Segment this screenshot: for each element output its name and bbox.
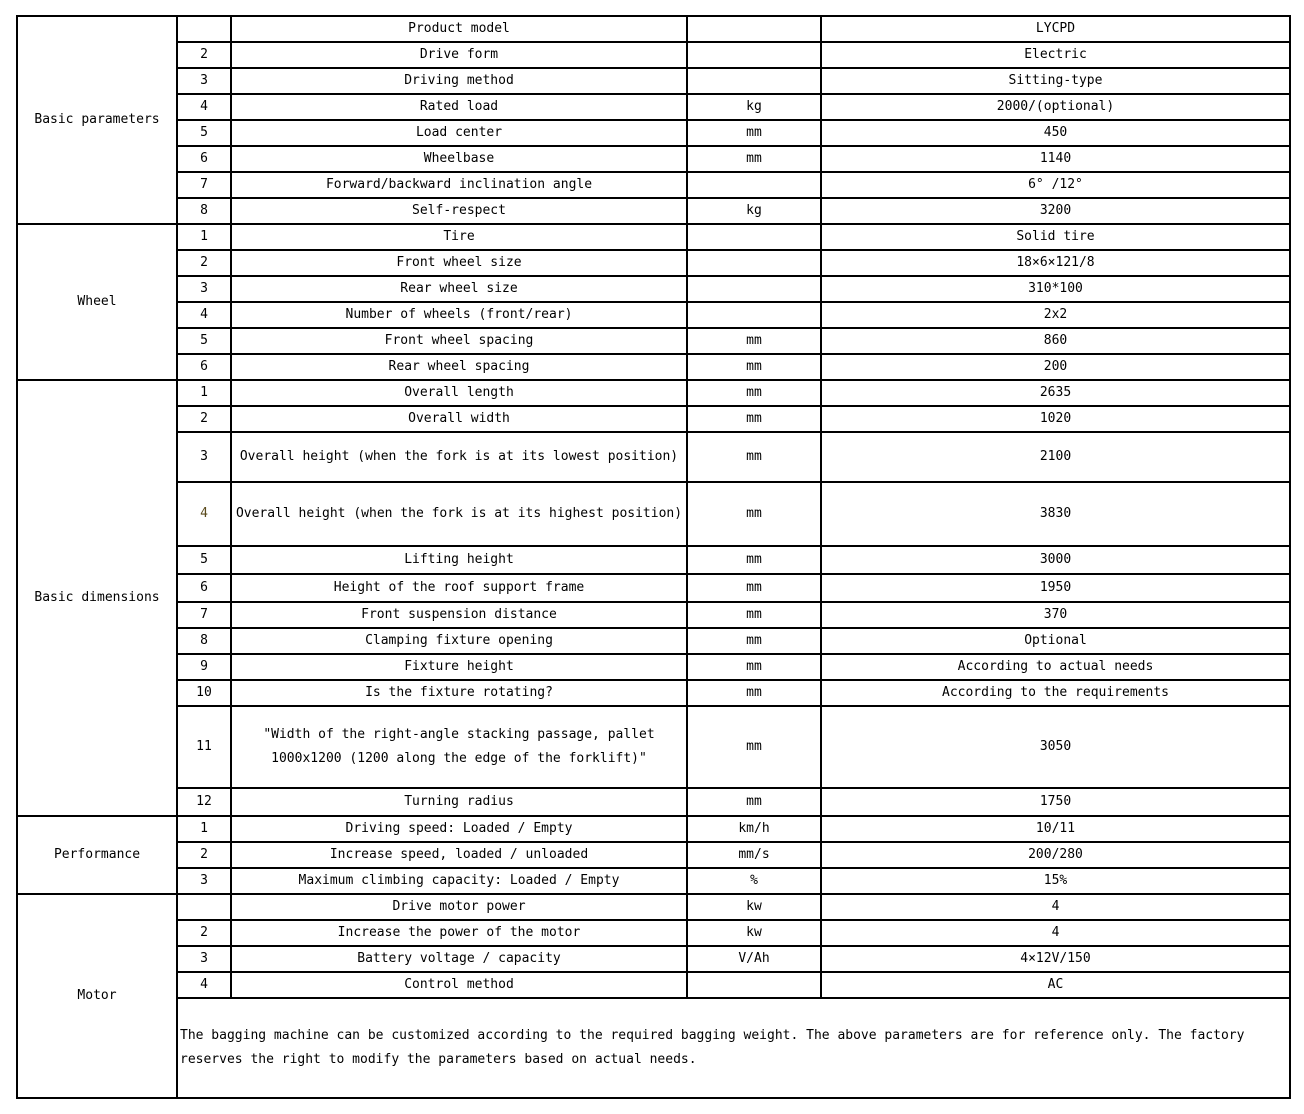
table-row xyxy=(17,868,1290,894)
param-unit xyxy=(687,276,821,302)
param-name: Overall height (when the fork is at its highest position) xyxy=(231,482,687,546)
row-number: 1 xyxy=(177,380,231,406)
param-value: Optional xyxy=(821,628,1290,654)
row-number: 1 xyxy=(177,816,231,842)
param-value: 6° /12° xyxy=(821,172,1290,198)
table-row xyxy=(17,788,1290,816)
param-name: Overall width xyxy=(231,406,687,432)
param-unit: kw xyxy=(687,894,821,920)
row-number: 7 xyxy=(177,172,231,198)
param-value: 310*100 xyxy=(821,276,1290,302)
param-name: Overall height (when the fork is at its lowest position) xyxy=(231,432,687,482)
row-number: 8 xyxy=(177,628,231,654)
table-row xyxy=(17,172,1290,198)
param-value: 3000 xyxy=(821,546,1290,574)
param-unit: mm xyxy=(687,602,821,628)
row-number: 2 xyxy=(177,842,231,868)
table-row xyxy=(17,16,1290,42)
param-value: 370 xyxy=(821,602,1290,628)
param-value: AC xyxy=(821,972,1290,998)
group-label: Motor xyxy=(17,894,177,1098)
row-number: 6 xyxy=(177,354,231,380)
row-number: 8 xyxy=(177,198,231,224)
param-unit xyxy=(687,172,821,198)
param-value: 4 xyxy=(821,894,1290,920)
param-unit: mm xyxy=(687,380,821,406)
param-name: Front wheel spacing xyxy=(231,328,687,354)
group-label: Wheel xyxy=(17,224,177,380)
row-number: 5 xyxy=(177,120,231,146)
param-name: Drive motor power xyxy=(231,894,687,920)
param-unit: kw xyxy=(687,920,821,946)
table-row xyxy=(17,706,1290,788)
table-row xyxy=(17,432,1290,482)
param-name: Increase speed, loaded / unloaded xyxy=(231,842,687,868)
table-row xyxy=(17,276,1290,302)
table-row xyxy=(17,302,1290,328)
param-value: 10/11 xyxy=(821,816,1290,842)
param-unit: mm xyxy=(687,146,821,172)
param-value: 3830 xyxy=(821,482,1290,546)
row-number xyxy=(177,16,231,42)
param-value: 2000/(optional) xyxy=(821,94,1290,120)
param-name: Turning radius xyxy=(231,788,687,816)
param-unit: kg xyxy=(687,198,821,224)
param-unit: mm xyxy=(687,120,821,146)
param-name: Is the fixture rotating? xyxy=(231,680,687,706)
table-row xyxy=(17,920,1290,946)
param-value: Sitting-type xyxy=(821,68,1290,94)
param-value: According to actual needs xyxy=(821,654,1290,680)
row-number: 4 xyxy=(177,482,231,546)
row-number: 11 xyxy=(177,706,231,788)
param-name: Product model xyxy=(231,16,687,42)
param-name: Battery voltage / capacity xyxy=(231,946,687,972)
param-unit: mm xyxy=(687,406,821,432)
param-value: 1140 xyxy=(821,146,1290,172)
param-name: Driving method xyxy=(231,68,687,94)
row-number: 5 xyxy=(177,328,231,354)
param-name: Clamping fixture opening xyxy=(231,628,687,654)
param-unit: mm xyxy=(687,432,821,482)
param-unit xyxy=(687,302,821,328)
table-row xyxy=(17,354,1290,380)
row-number: 3 xyxy=(177,868,231,894)
param-unit: mm xyxy=(687,546,821,574)
group-label: Basic dimensions xyxy=(17,380,177,816)
row-number: 4 xyxy=(177,94,231,120)
param-value: According to the requirements xyxy=(821,680,1290,706)
row-number: 1 xyxy=(177,224,231,250)
param-name: Wheelbase xyxy=(231,146,687,172)
table-row xyxy=(17,250,1290,276)
param-value: 1020 xyxy=(821,406,1290,432)
param-name: Drive form xyxy=(231,42,687,68)
param-name: "Width of the right-angle stacking passage, pallet 1000x1200 (1200 along the edge of the forklift)" xyxy=(231,706,687,788)
row-number: 10 xyxy=(177,680,231,706)
param-unit xyxy=(687,224,821,250)
param-value: 2x2 xyxy=(821,302,1290,328)
param-value: 4×12V/150 xyxy=(821,946,1290,972)
param-value: Electric xyxy=(821,42,1290,68)
param-value: 450 xyxy=(821,120,1290,146)
table-row xyxy=(17,380,1290,406)
param-unit: km/h xyxy=(687,816,821,842)
table-row xyxy=(17,68,1290,94)
param-unit xyxy=(687,972,821,998)
param-value: 18×6×121/8 xyxy=(821,250,1290,276)
param-unit: V/Ah xyxy=(687,946,821,972)
param-unit: mm xyxy=(687,574,821,602)
table-row xyxy=(17,894,1290,920)
table-row xyxy=(17,546,1290,574)
param-value: 2100 xyxy=(821,432,1290,482)
param-unit: kg xyxy=(687,94,821,120)
table-row xyxy=(17,94,1290,120)
param-value: 3200 xyxy=(821,198,1290,224)
param-unit xyxy=(687,250,821,276)
row-number xyxy=(177,894,231,920)
row-number: 2 xyxy=(177,406,231,432)
param-name: Forward/backward inclination angle xyxy=(231,172,687,198)
param-name: Front suspension distance xyxy=(231,602,687,628)
param-value: 1950 xyxy=(821,574,1290,602)
row-number: 2 xyxy=(177,920,231,946)
param-value: 1750 xyxy=(821,788,1290,816)
param-unit xyxy=(687,68,821,94)
row-number: 3 xyxy=(177,276,231,302)
param-unit: mm xyxy=(687,680,821,706)
param-name: Rated load xyxy=(231,94,687,120)
param-name: Fixture height xyxy=(231,654,687,680)
param-value: 860 xyxy=(821,328,1290,354)
table-row xyxy=(17,198,1290,224)
param-name: Front wheel size xyxy=(231,250,687,276)
table-row xyxy=(17,602,1290,628)
table-row xyxy=(17,972,1290,998)
row-number: 7 xyxy=(177,602,231,628)
row-number: 4 xyxy=(177,972,231,998)
group-label: Performance xyxy=(17,816,177,894)
table-row xyxy=(17,120,1290,146)
param-unit: mm xyxy=(687,654,821,680)
param-name: Number of wheels (front/rear) xyxy=(231,302,687,328)
param-unit: % xyxy=(687,868,821,894)
row-number: 12 xyxy=(177,788,231,816)
param-value: Solid tire xyxy=(821,224,1290,250)
table-row xyxy=(17,946,1290,972)
row-number: 6 xyxy=(177,146,231,172)
param-unit: mm/s xyxy=(687,842,821,868)
table-row xyxy=(17,842,1290,868)
table-row xyxy=(17,654,1290,680)
table-row xyxy=(17,574,1290,602)
row-number: 6 xyxy=(177,574,231,602)
table-row xyxy=(17,406,1290,432)
spec-table xyxy=(16,15,1291,1099)
disclaimer-note: The bagging machine can be customized according to the required bagging weight. The above parameters are for reference only. The factory reserves the right to modify the parameters based on actual needs. xyxy=(177,998,1290,1098)
param-unit: mm xyxy=(687,788,821,816)
param-name: Load center xyxy=(231,120,687,146)
param-name: Driving speed: Loaded / Empty xyxy=(231,816,687,842)
row-number: 5 xyxy=(177,546,231,574)
param-value: 200 xyxy=(821,354,1290,380)
param-unit: mm xyxy=(687,628,821,654)
param-name: Overall length xyxy=(231,380,687,406)
param-value: 15% xyxy=(821,868,1290,894)
param-name: Rear wheel spacing xyxy=(231,354,687,380)
param-name: Rear wheel size xyxy=(231,276,687,302)
param-name: Control method xyxy=(231,972,687,998)
row-number: 4 xyxy=(177,302,231,328)
param-unit: mm xyxy=(687,706,821,788)
param-name: Maximum climbing capacity: Loaded / Empty xyxy=(231,868,687,894)
table-row xyxy=(17,328,1290,354)
table-row xyxy=(17,146,1290,172)
param-name: Tire xyxy=(231,224,687,250)
row-number: 3 xyxy=(177,432,231,482)
row-number: 3 xyxy=(177,946,231,972)
row-number: 3 xyxy=(177,68,231,94)
param-name: Height of the roof support frame xyxy=(231,574,687,602)
group-label: Basic parameters xyxy=(17,16,177,224)
row-number: 2 xyxy=(177,250,231,276)
param-unit xyxy=(687,16,821,42)
table-row xyxy=(17,628,1290,654)
param-value: 2635 xyxy=(821,380,1290,406)
param-value: 3050 xyxy=(821,706,1290,788)
param-name: Increase the power of the motor xyxy=(231,920,687,946)
table-row xyxy=(17,816,1290,842)
param-value: 200/280 xyxy=(821,842,1290,868)
table-row xyxy=(17,680,1290,706)
param-unit: mm xyxy=(687,482,821,546)
param-unit: mm xyxy=(687,328,821,354)
param-value: LYCPD xyxy=(821,16,1290,42)
table-row xyxy=(17,42,1290,68)
param-unit xyxy=(687,42,821,68)
param-unit: mm xyxy=(687,354,821,380)
param-value: 4 xyxy=(821,920,1290,946)
table-row xyxy=(17,224,1290,250)
note-row xyxy=(17,998,1290,1098)
param-name: Lifting height xyxy=(231,546,687,574)
param-name: Self-respect xyxy=(231,198,687,224)
row-number: 9 xyxy=(177,654,231,680)
table-row xyxy=(17,482,1290,546)
row-number: 2 xyxy=(177,42,231,68)
